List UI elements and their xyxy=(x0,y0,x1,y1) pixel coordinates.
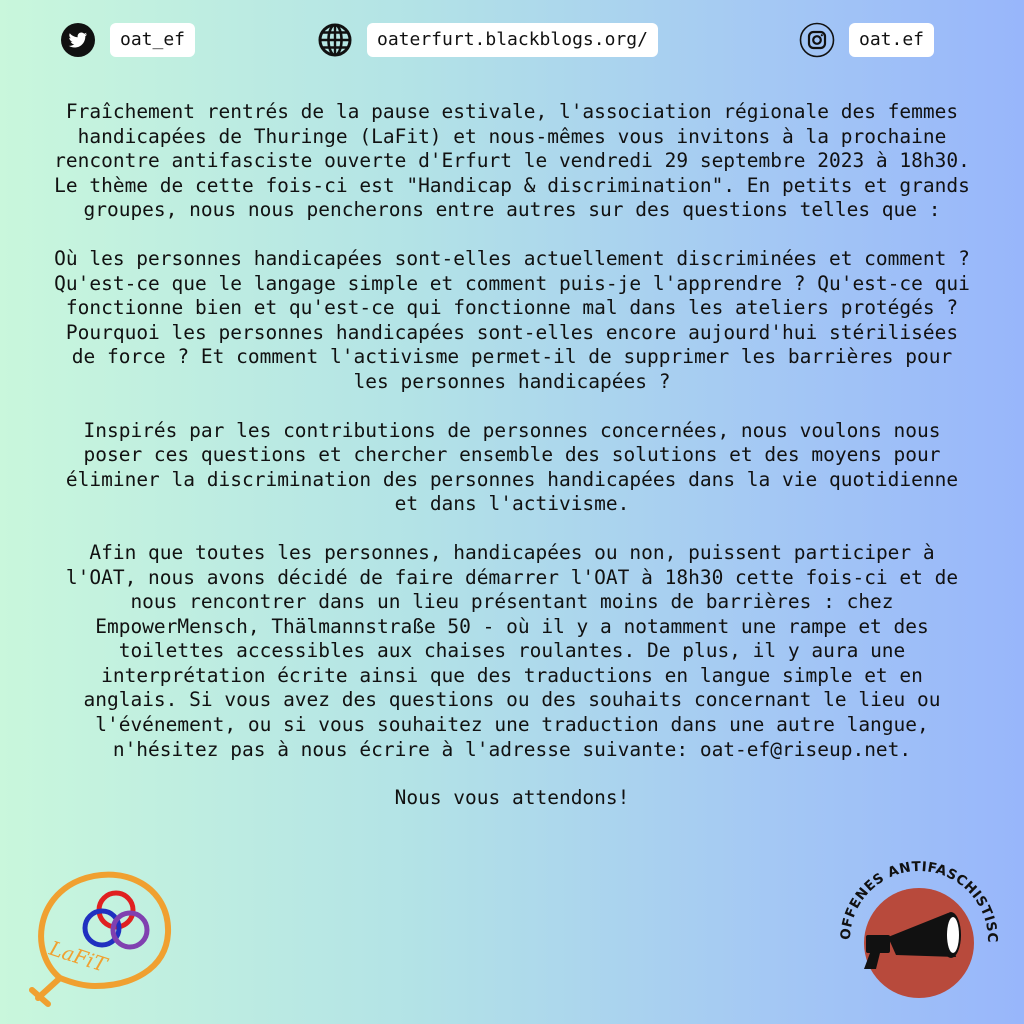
website-url[interactable]: oaterfurt.blackblogs.org/ xyxy=(367,23,658,57)
twitter-link[interactable] xyxy=(60,22,195,58)
closing-line: Nous vous attendons! xyxy=(394,786,630,810)
twitter-handle[interactable]: oat_ef xyxy=(110,23,195,57)
instagram-handle[interactable]: oat.ef xyxy=(849,23,934,57)
oat-logo xyxy=(830,845,1005,1020)
twitter-icon xyxy=(60,22,96,58)
oat-logo-text: OFFENES ANTIFASCHISTISC xyxy=(837,858,1001,944)
paragraph-contributions: Inspirés par les contributions de personnes concernées, nous voulons nous poser ces questions et chercher ensemble des solutions et des moyens pour éliminer la discrimination des personnes handicapées dans la vie quotidienne et dans l'activisme. xyxy=(65,418,959,516)
lafit-logo xyxy=(20,858,190,1008)
instagram-link[interactable] xyxy=(799,22,934,58)
globe-icon xyxy=(317,22,353,58)
social-header xyxy=(0,22,1024,64)
paragraph-invitation: Fraîchement rentrés de la pause estivale, l'association régionale des femmes handicapées de Thuringe (LaFit) et nous-mêmes vous invitons à la prochaine rencontre antifasciste ouverte d'Erfurt le vendredi 29 septembre 2023 à 18h30. Le thème de cette fois-ci est "Handicap & discrimination". En petits et grands groupes, nous nous pencherons entre autres sur des questions telles que : xyxy=(54,100,970,222)
lafit-logo-text: LaFiT xyxy=(46,935,110,977)
website-link[interactable] xyxy=(317,22,658,58)
announcement-text xyxy=(50,100,974,835)
paragraph-questions: Où les personnes handicapées sont-elles actuellement discriminées et comment ? Qu'est-ce que le langage simple et comment puis-je l'apprendre ? Qu'est-ce qui fonctionne bien et qu'est-ce qui fonctionne mal dans les ateliers protégés ? Pourquoi les personnes handicapées sont-elles encore aujourd'hui stérilisées de force ? Et comment l'activisme permet-il de supprimer les barrières pour les personnes handicapées ? xyxy=(54,246,970,393)
paragraph-accessibility: Afin que toutes les personnes, handicapées ou non, puissent participer à l'OAT, nous avons décidé de faire démarrer l'OAT à 18h30 cette fois-ci et de nous rencontrer dans un lieu présentant moins de barrières : chez EmpowerMensch, Thälmannstraße 50 - où il y a notamment une rampe et des toilettes accessibles aux chaises roulantes. De plus, il y aura une interprétation écrite ainsi que des traductions en langue simple et en anglais. Si vous avez des questions ou des souhaits concernant le lieu ou l'événement, ou si vous souhaitez une traduction dans une autre langue, n'hésitez pas à nous écrire à l'adresse suivante: oat-ef@riseup.net. xyxy=(65,540,959,761)
instagram-icon xyxy=(799,22,835,58)
